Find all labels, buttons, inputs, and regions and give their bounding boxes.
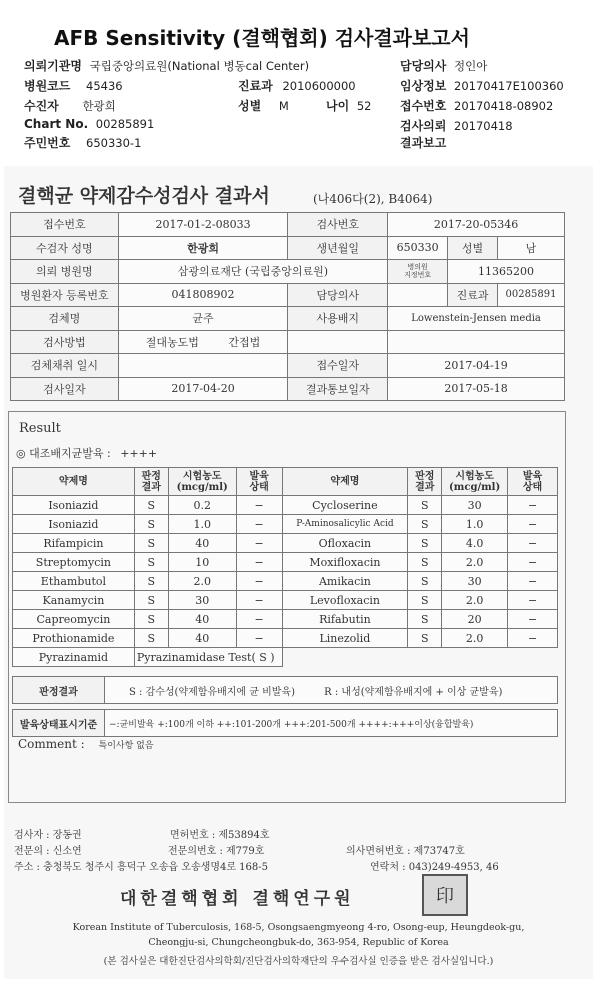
hospital-code-label: 병원코드: [24, 79, 71, 93]
medium-label: 사용배지: [288, 307, 388, 331]
concentration: 4.0: [442, 534, 508, 553]
growth-header: 발육 상태: [236, 468, 282, 496]
concentration: 2.0: [442, 591, 508, 610]
recipient-row: [24, 97, 116, 114]
concentration: 2.0: [168, 572, 236, 591]
drug-susceptibility-table: [12, 467, 558, 667]
drug-name: Prothionamide: [13, 629, 135, 648]
control-growth-value: ++++: [120, 447, 158, 460]
receipt-no-value: 20170418-08902: [454, 99, 554, 113]
official-seal-icon: 印: [422, 874, 468, 916]
concentration: 1.0: [442, 515, 508, 534]
table-row: [13, 534, 558, 553]
reg-no-label: 병원환자 등록번호: [11, 283, 119, 307]
table-row: [11, 330, 565, 354]
hospital-code-label-1: 병의원: [407, 263, 428, 272]
concentration: 2.0: [442, 553, 508, 572]
judge: S: [408, 610, 442, 629]
report-date: 2017-05-18: [388, 377, 565, 401]
examiner: 검사자 : 장동권: [14, 830, 82, 841]
address-en-2: Cheongju-si, Chungcheongbuk-do, 363-954, Republic of Korea: [148, 937, 449, 948]
table-row: [13, 648, 558, 667]
comment-label: Comment :: [18, 737, 85, 751]
concentration: 30: [442, 496, 508, 515]
table-row: [11, 354, 565, 378]
dept-label: 진료과: [448, 283, 498, 307]
resident-no-row: [24, 134, 141, 151]
growth: −: [508, 610, 558, 629]
growth-header-2: 발육 상태: [508, 468, 558, 496]
drug-name: Isoniazid: [13, 496, 135, 515]
clinical-info-label: 임상정보: [400, 79, 447, 93]
drug-header-2: 약제명: [282, 468, 408, 496]
test-no-label: 검사번호: [288, 213, 388, 237]
recipient-label: 수진자: [24, 99, 59, 113]
judge: S: [408, 496, 442, 515]
age-label: 나이: [326, 99, 350, 113]
judge: S: [134, 572, 168, 591]
dob: 650330: [388, 236, 448, 260]
drug-name: Streptomycin: [13, 553, 135, 572]
judge-header: 판정 결과: [134, 468, 168, 496]
form-title: 결핵균 약제감수성검사 결과서: [18, 185, 270, 207]
dept-row: [238, 77, 356, 94]
judge: S: [134, 515, 168, 534]
table-row: [11, 283, 565, 307]
institution-row: [24, 57, 309, 74]
judge: S: [134, 591, 168, 610]
legend-table: [12, 676, 558, 737]
method-absolute: 절대농도법: [145, 335, 199, 349]
judge: S: [408, 534, 442, 553]
collect-date: [118, 354, 288, 378]
hospital-code-label-2: 지정번호: [404, 271, 432, 280]
receipt-no: 2017-01-2-08033: [118, 213, 288, 237]
result-report-label: 결과보고: [400, 136, 447, 150]
drug-name: Moxifloxacin: [282, 553, 408, 572]
table-row: [11, 213, 565, 237]
judge: S: [134, 610, 168, 629]
drug-name: Isoniazid: [13, 515, 135, 534]
judge: S: [408, 629, 442, 648]
resident-no-value: 650330-1: [86, 136, 142, 150]
growth: −: [508, 591, 558, 610]
specimen-label: 검체명: [11, 307, 119, 331]
conc-header-2: 시험농도 (mcg/ml): [442, 468, 508, 496]
growth: −: [236, 553, 282, 572]
concentration: 20: [442, 610, 508, 629]
patient-info-table: [10, 212, 565, 401]
judge: S: [134, 553, 168, 572]
drug-name: Cycloserine: [282, 496, 408, 515]
blank-cell: [288, 330, 388, 354]
institute-name: 대한결핵협회 결핵연구원: [120, 889, 355, 909]
doctor-label: 담당의사: [288, 283, 388, 307]
drug-name: Amikacin: [282, 572, 408, 591]
growth: −: [236, 591, 282, 610]
phone: 연락처 : 043)249-4953, 46: [370, 862, 499, 873]
blank-cell: [282, 648, 557, 667]
table-row: [11, 307, 565, 331]
test-date-label: 검사일자: [11, 377, 119, 401]
judge: S: [408, 572, 442, 591]
drug-header: 약제명: [13, 468, 135, 496]
address: 주소 : 충청북도 청주시 흥덕구 오송읍 오송생명4로 168-5: [14, 862, 269, 873]
drug-name: Linezolid: [282, 629, 408, 648]
medium: Lowenstein-Jensen media: [388, 307, 565, 331]
drug-name: Rifampicin: [13, 534, 135, 553]
test-request-row: [400, 117, 513, 134]
growth: −: [508, 553, 558, 572]
drug-name: Capreomycin: [13, 610, 135, 629]
test-no: 2017-20-05346: [388, 213, 565, 237]
doctor: [388, 283, 448, 307]
hospital: 삼광의료재단 (국립중앙의료원): [118, 260, 387, 284]
doctor-license: 의사면허번호 : 제73747호: [346, 846, 465, 857]
clinical-info-row: [400, 77, 564, 94]
concentration: 30: [168, 591, 236, 610]
recipient-value: 한광희: [82, 99, 116, 113]
clinical-info-value: 20170417E100360: [454, 79, 564, 93]
table-row: [13, 572, 558, 591]
judge: S: [134, 496, 168, 515]
table-row: [13, 710, 558, 737]
concentration: 0.2: [168, 496, 236, 515]
table-header-row: [13, 468, 558, 496]
resident-no-label: 주민번호: [24, 136, 71, 150]
judge-header-2: 판정 결과: [408, 468, 442, 496]
result-report-row: [400, 134, 450, 151]
judge: S: [134, 534, 168, 553]
table-row: [13, 610, 558, 629]
chart-no-value: 00285891: [95, 117, 155, 131]
institution-label: 의뢰기관명: [24, 59, 82, 73]
judge: S: [408, 591, 442, 610]
judge: S: [408, 553, 442, 572]
patient-name: 한광희: [118, 236, 288, 260]
chart-no-row: [24, 117, 154, 131]
table-row: [13, 553, 558, 572]
patient-name-label: 수검자 성명: [11, 236, 119, 260]
drug-name: Kanamycin: [13, 591, 135, 610]
doctor-row: [400, 57, 487, 74]
concentration: 40: [168, 629, 236, 648]
receipt-no-label: 접수번호: [11, 213, 119, 237]
dept: 00285891: [497, 283, 564, 307]
dob-label: 생년월일: [288, 236, 388, 260]
concentration: 30: [442, 572, 508, 591]
doctor-label: 담당의사: [400, 59, 447, 73]
receipt-date: 2017-04-19: [388, 354, 565, 378]
growth-legend-label: 발육상태표시기준: [13, 710, 105, 737]
judge-legend-s: S : 감수성(약제함유배지에 균 비발육): [129, 686, 295, 698]
sex-value: M: [278, 99, 289, 113]
growth: −: [236, 572, 282, 591]
drug-name-pza: Pyrazinamid: [13, 648, 135, 667]
growth: −: [508, 534, 558, 553]
method-indirect: 간접법: [228, 335, 261, 349]
growth: −: [508, 515, 558, 534]
test-date: 2017-04-20: [118, 377, 288, 401]
table-row: [13, 515, 558, 534]
comment: [18, 737, 154, 751]
table-row: [13, 496, 558, 515]
method-label: 검사방법: [11, 330, 119, 354]
comment-value: 특이사항 없음: [98, 741, 154, 751]
table-row: [13, 629, 558, 648]
growth: −: [236, 610, 282, 629]
method: [118, 330, 288, 354]
sex: 남: [497, 236, 564, 260]
drug-name: Rifabutin: [282, 610, 408, 629]
table-row: [11, 236, 565, 260]
pza-test-result: Pyrazinamidase Test( S ): [134, 648, 282, 667]
table-row: [13, 677, 558, 704]
certification-note: (본 검사실은 대한진단검사의학회/진단검사의학재단의 우수검사실 인증을 받은 검사실입니다.): [103, 956, 494, 967]
growth: −: [236, 629, 282, 648]
concentration: 2.0: [442, 629, 508, 648]
test-request-value: 20170418: [454, 119, 513, 133]
growth: −: [236, 515, 282, 534]
hospital-code-value: 45436: [86, 79, 123, 93]
hospital-code: 11365200: [448, 260, 565, 284]
concentration: 40: [168, 534, 236, 553]
table-row: [11, 260, 565, 284]
judge-legend-label: 판정결과: [13, 677, 105, 704]
concentration: 10: [168, 553, 236, 572]
judge-legend-value: [105, 677, 558, 704]
growth: −: [236, 496, 282, 515]
drug-name: Levofloxacin: [282, 591, 408, 610]
reg-no: 041808902: [118, 283, 288, 307]
judge-legend-r: R : 내성(약제함유배지에 + 이상 균발육): [324, 686, 503, 698]
hospital-label: 의뢰 병원명: [11, 260, 119, 284]
growth: −: [508, 496, 558, 515]
hospital-code-row: [24, 77, 123, 94]
control-growth: [16, 445, 157, 461]
drug-name: P-Aminosalicylic Acid: [282, 515, 408, 534]
institution-value: 국립중앙의료원(National 병동cal Center): [89, 59, 310, 73]
hospital-code-label: [388, 260, 448, 284]
judge: S: [134, 629, 168, 648]
doctor-value: 정인아: [454, 59, 488, 73]
receipt-no-label: 접수번호: [400, 99, 447, 113]
blank-cell: [388, 330, 565, 354]
report-date-label: 결과통보일자: [288, 377, 388, 401]
receipt-no-row: [400, 97, 553, 114]
concentration: 40: [168, 610, 236, 629]
result-title: Result: [19, 421, 61, 436]
dept-label: 진료과: [238, 79, 273, 93]
concentration: 1.0: [168, 515, 236, 534]
report-title: AFB Sensitivity (결핵협회) 검사결과보고서: [54, 26, 470, 50]
test-request-label: 검사의뢰: [400, 119, 447, 133]
collect-date-label: 검체채취 일시: [11, 354, 119, 378]
age-value: 52: [356, 99, 372, 113]
receipt-date-label: 접수일자: [288, 354, 388, 378]
specialist: 전문의 : 신소연: [14, 846, 82, 857]
conc-header: 시험농도 (mcg/ml): [168, 468, 236, 496]
specialist-no: 전문의번호 : 제779호: [168, 846, 265, 857]
control-growth-label: ◎ 대조배지균발육 :: [16, 447, 111, 460]
drug-name: Ethambutol: [13, 572, 135, 591]
chart-no-label: Chart No.: [24, 117, 89, 131]
growth: −: [236, 534, 282, 553]
dept-value: 2010600000: [282, 79, 356, 93]
specimen: 균주: [118, 307, 288, 331]
sex-label: 성별: [238, 99, 262, 113]
growth: −: [508, 629, 558, 648]
drug-name: Ofloxacin: [282, 534, 408, 553]
growth-legend-value: −:균비발육 +:100개 이하 ++:101-200개 +++:201-500개 ++++:+++이상(융합발육): [105, 710, 558, 737]
form-subtitle: (나406다(2), B4064): [313, 192, 433, 206]
sex-row: [238, 97, 289, 114]
age-row: [326, 97, 371, 114]
judge: S: [408, 515, 442, 534]
sex-label: 성별: [448, 236, 498, 260]
growth: −: [508, 572, 558, 591]
table-row: [13, 591, 558, 610]
examiner-license: 면허번호 : 제53894호: [170, 830, 270, 841]
address-en-1: Korean Institute of Tuberculosis, 168-5, Osongsaengmyeong 4-ro, Osong-eup, Heungdeok-gu,: [72, 922, 525, 933]
table-row: [11, 377, 565, 401]
